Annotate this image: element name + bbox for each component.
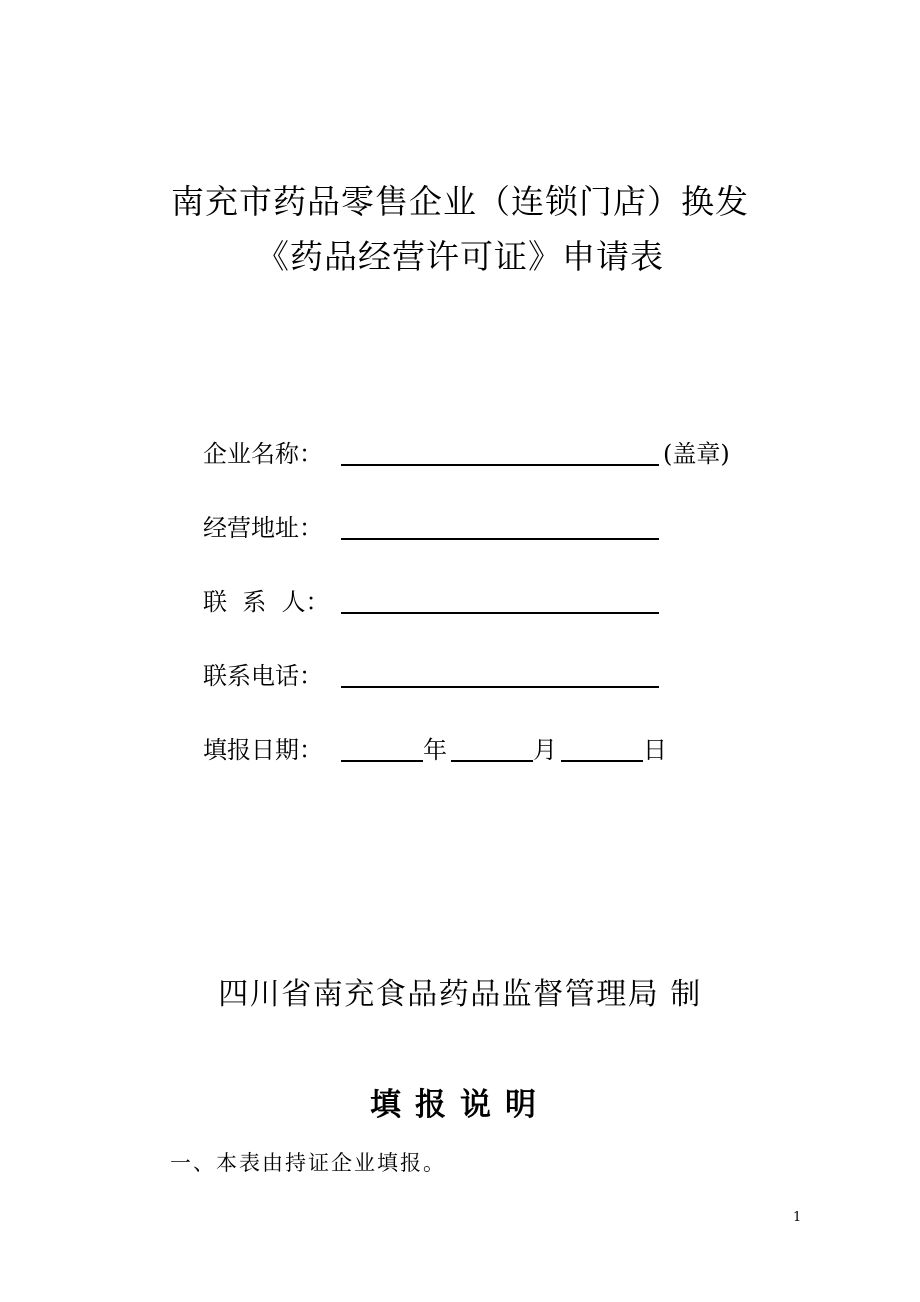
company-name-label: 企业名称：: [203, 440, 323, 468]
month-blank[interactable]: [451, 732, 533, 762]
day-blank[interactable]: [561, 732, 643, 762]
month-unit: 月: [533, 736, 557, 764]
company-name-blank[interactable]: [341, 436, 659, 466]
year-unit: 年: [423, 736, 447, 764]
contact-label: 联 系 人：: [203, 588, 330, 616]
document-title-line-2: 《药品经营许可证》申请表: [256, 237, 664, 276]
day-unit: 日: [643, 736, 667, 764]
instruction-item-1: 一、本表由持证企业填报。: [170, 1151, 446, 1175]
phone-blank[interactable]: [341, 658, 659, 688]
company-name-field: [203, 432, 730, 466]
document-title-line-1: 南充市药品零售企业（连锁门店）换发: [171, 182, 749, 221]
address-blank[interactable]: [341, 510, 659, 540]
address-label: 经营地址：: [203, 514, 323, 542]
contact-field: [203, 580, 659, 614]
phone-field: [203, 654, 659, 688]
issuing-authority: 四川省南充食品药品监督管理局 制: [218, 977, 702, 1012]
date-label: 填报日期：: [203, 736, 323, 764]
address-field: [203, 506, 659, 540]
date-field: [203, 728, 671, 762]
instructions-title: 填报说明: [370, 1087, 550, 1123]
contact-blank[interactable]: [341, 584, 659, 614]
seal-note: (盖章): [663, 440, 730, 468]
year-blank[interactable]: [341, 732, 423, 762]
phone-label: 联系电话：: [203, 662, 323, 690]
page-number: 1: [793, 1210, 802, 1225]
